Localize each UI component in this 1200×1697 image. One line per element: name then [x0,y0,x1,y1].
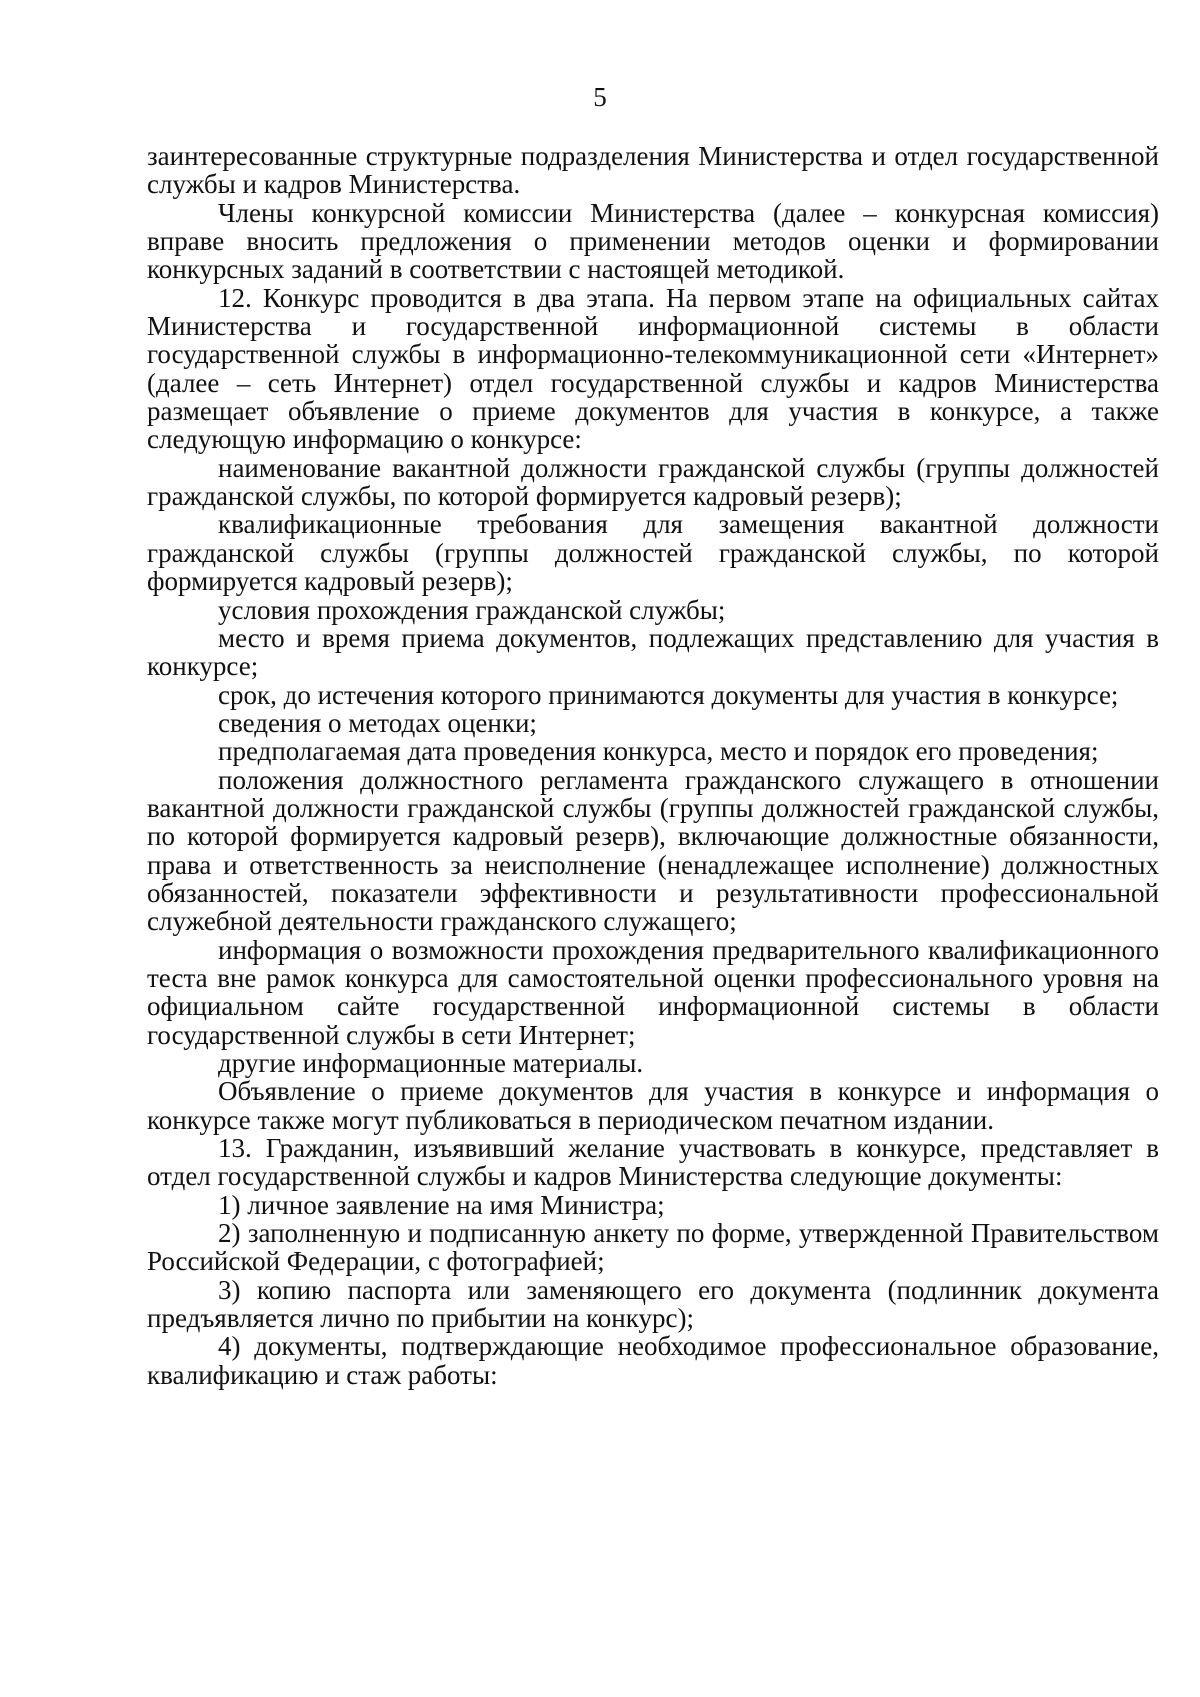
paragraph-announcement-publication: Объявление о приеме документов для участия в конкурсе и информация о конкурсе также могут публиковаться в периодическом печатном издании. [147,1076,1159,1135]
paragraph-continuation: заинтересованные структурные подразделения Министерства и отдел государственной службы и кадров Министерства. [147,141,1159,200]
list-item-qualification-requirements: квалификационные требования для замещения вакантной должности гражданской службы (группы должностей гражданской службы, по которой формируется кадровый резерв); [147,509,1159,597]
document-item-3: 3) копию паспорта или заменяющего его документа (подлинник документа предъявляется лично по прибытии на конкурс); [147,1274,1159,1334]
list-item-position-name: наименование вакантной должности гражданской службы (группы должностей гражданской службы, по которой формируется кадровый резерв); [147,452,1159,512]
paragraph-item-13: 13. Гражданин, изъявивший желание участвовать в конкурсе, представляет в отдел государственной службы и кадров Министерства следующие документы: [147,1133,1159,1192]
list-item-other-materials: другие информационные материалы. [218,1048,644,1078]
paragraph-item-12: 12. Конкурс проводится в два этапа. На первом этапе на официальных сайтах Министерства и государственной информационной системы в области государственной службы в информационно-телекоммуникационной сети «Интернет» (далее – сеть Интернет) отдел государственной службы и кадров Министерства размещает объявление о приеме документов для участия в конкурсе, а также следующую информацию о конкурсе: [147,282,1159,455]
document-item-2: 2) заполненную и подписанную анкету по форме, утвержденной Правительством Российской Федерации, с фотографией; [147,1218,1159,1277]
document-item-4: 4) документы, подтверждающие необходимое профессиональное образование, квалификацию и стаж работы: [147,1331,1159,1390]
list-item-job-regulation: положения должностного регламента гражданского служащего в отношении вакантной должности гражданской службы (группы должностей гражданской службы, по которой формируется кадровый резерв), включающие должностные обязанности, права и ответственность за неисполнение (ненадлежащее исполнение) должностных обязанностей, показатели эффективности и результативности профессиональной служебной деятельности гражданского служащего; [147,764,1159,937]
list-item-service-conditions: условия прохождения гражданской службы; [218,594,726,625]
list-item-document-deadline: срок, до истечения которого принимаются документы для участия в конкурсе; [218,679,1119,710]
list-item-contest-date: предполагаемая дата проведения конкурса, место и порядок его проведения; [218,736,1099,767]
paragraph-commission-members: Члены конкурсной комиссии Министерства (далее – конкурсная комиссия) вправе вносить предложения о применении методов оценки и формировании конкурсных заданий в соответствии с настоящей методикой. [147,197,1159,285]
list-item-preliminary-test: информация о возможности прохождения предварительного квалификационного теста вне рамок конкурса для самостоятельной оценки профессионального уровня на официальном сайте государственной информационной системы в области государственной службы в сети Интернет; [147,934,1159,1050]
list-item-document-place-time: место и время приема документов, подлежащих представлению для участия в конкурсе; [147,622,1159,682]
list-item-evaluation-methods: сведения о методах оценки; [218,707,537,738]
document-item-1: 1) личное заявление на имя Министра; [218,1189,665,1220]
document-body [147,142,1159,1389]
page-number: 5 [593,82,607,112]
